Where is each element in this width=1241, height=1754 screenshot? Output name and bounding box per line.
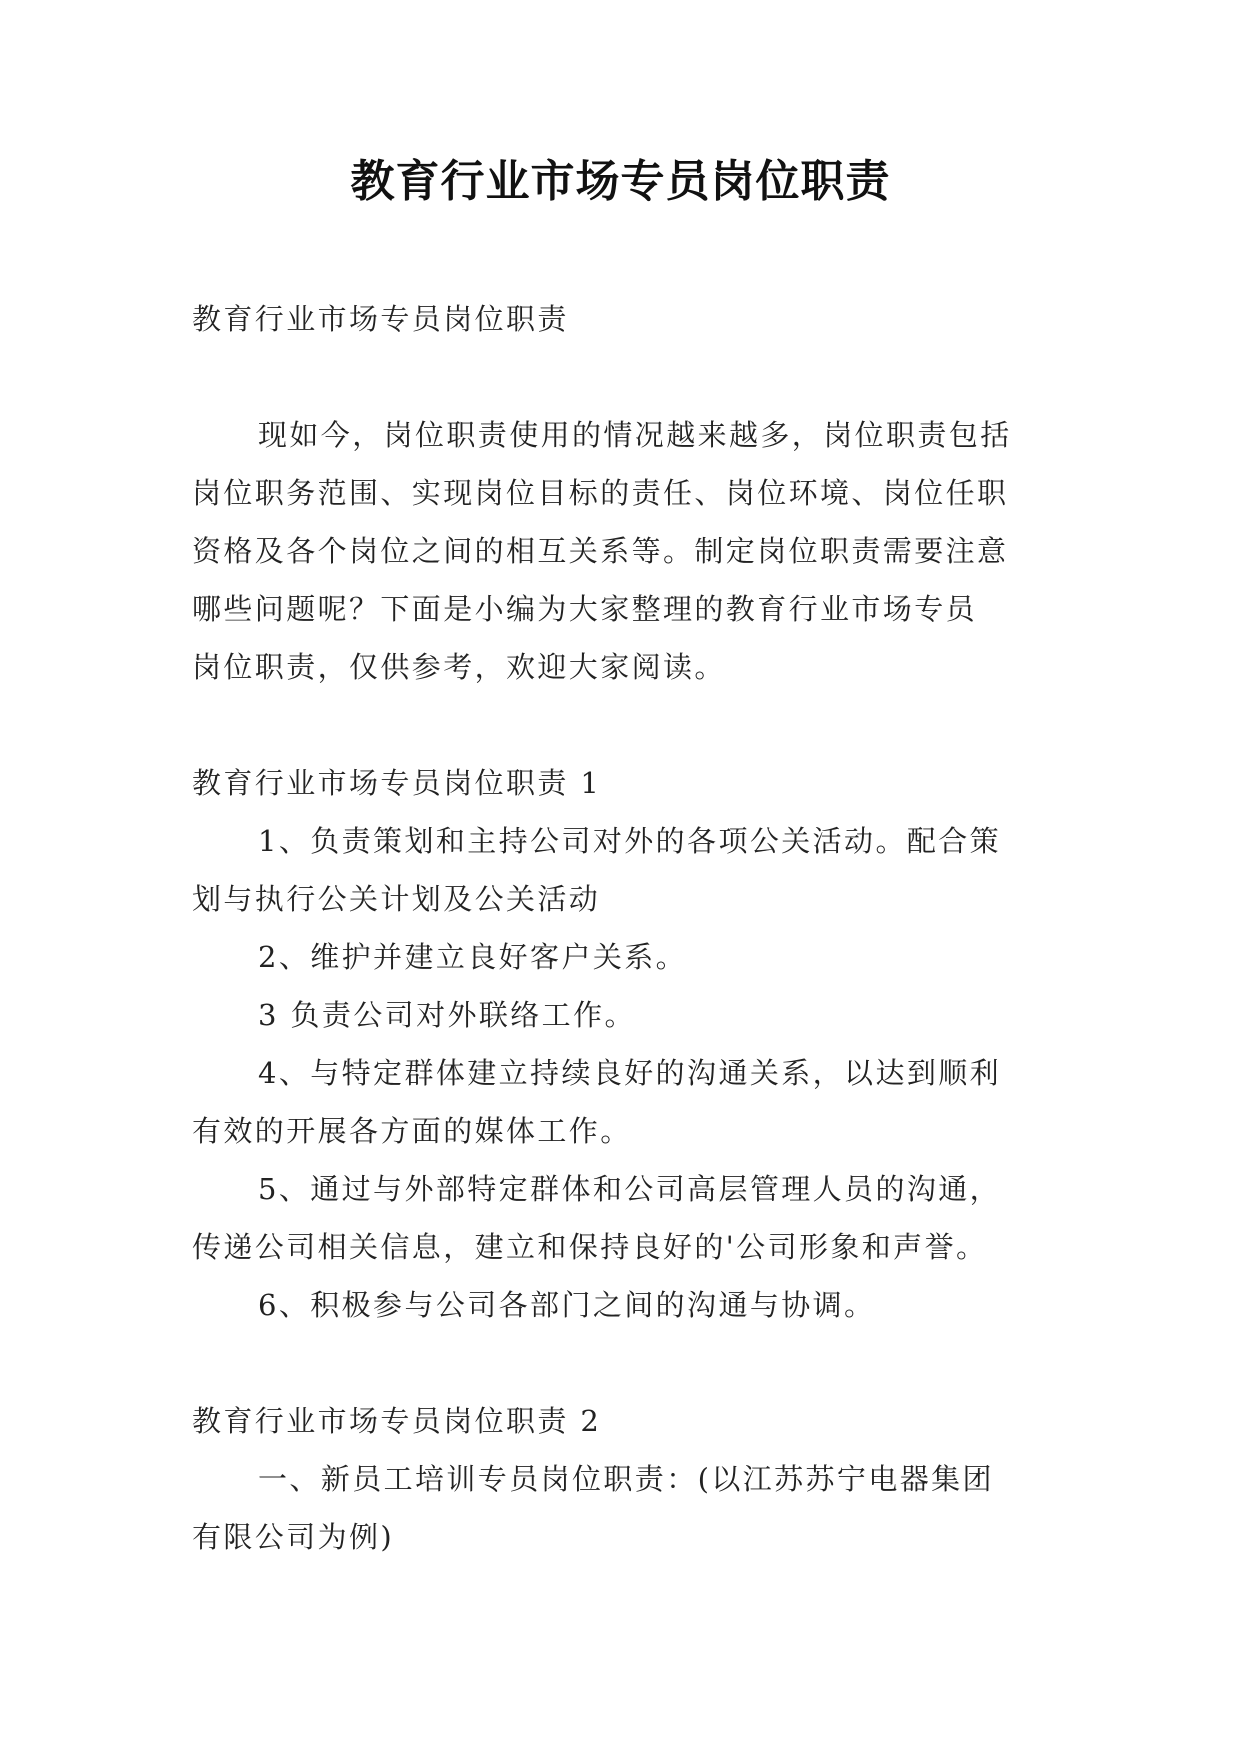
section-2-item-line: 一、新员工培训专员岗位职责：(以江苏苏宁电器集团 (258, 1462, 994, 1496)
section-2-heading: 教育行业市场专员岗位职责 2 (192, 1404, 602, 1438)
intro-paragraph-line: 岗位职务范围、实现岗位目标的责任、岗位环境、岗位任职 (192, 476, 1009, 510)
section-1-item-line: 传递公司相关信息，建立和保持良好的'公司形象和声誉。 (192, 1230, 988, 1264)
document-body (192, 290, 1052, 1566)
document-title: 教育行业市场专员岗位职责 (350, 156, 891, 207)
section-1-item-line: 2、维护并建立良好客户关系。 (258, 940, 688, 974)
intro-paragraph-line: 哪些问题呢？下面是小编为大家整理的教育行业市场专员 (192, 592, 978, 626)
section-1-item-line: 3 负责公司对外联络工作。 (258, 998, 636, 1032)
blank-line (192, 348, 1052, 406)
section-1-heading: 教育行业市场专员岗位职责 1 (192, 766, 602, 800)
document-subtitle: 教育行业市场专员岗位职责 (192, 302, 569, 336)
section-1-item-line: 有效的开展各方面的媒体工作。 (192, 1114, 632, 1148)
intro-paragraph-line: 岗位职责，仅供参考，欢迎大家阅读。 (192, 650, 726, 684)
intro-paragraph-line: 资格及各个岗位之间的相互关系等。制定岗位职责需要注意 (192, 534, 1009, 568)
blank-line (192, 1334, 1052, 1392)
section-1-item-line: 6、积极参与公司各部门之间的沟通与协调。 (258, 1288, 876, 1322)
section-1-item-line: 4、与特定群体建立持续良好的沟通关系，以达到顺利 (258, 1056, 1002, 1090)
intro-paragraph-line: 现如今，岗位职责使用的情况越来越多，岗位职责包括 (258, 418, 1012, 452)
section-2-item-line: 有限公司为例) (192, 1520, 395, 1554)
section-1-item-line: 划与执行公关计划及公关活动 (192, 882, 601, 916)
blank-line (192, 696, 1052, 754)
section-1-item-line: 1、负责策划和主持公司对外的各项公关活动。配合策 (258, 824, 1002, 858)
section-1-item-line: 5、通过与外部特定群体和公司高层管理人员的沟通， (258, 1172, 1002, 1206)
